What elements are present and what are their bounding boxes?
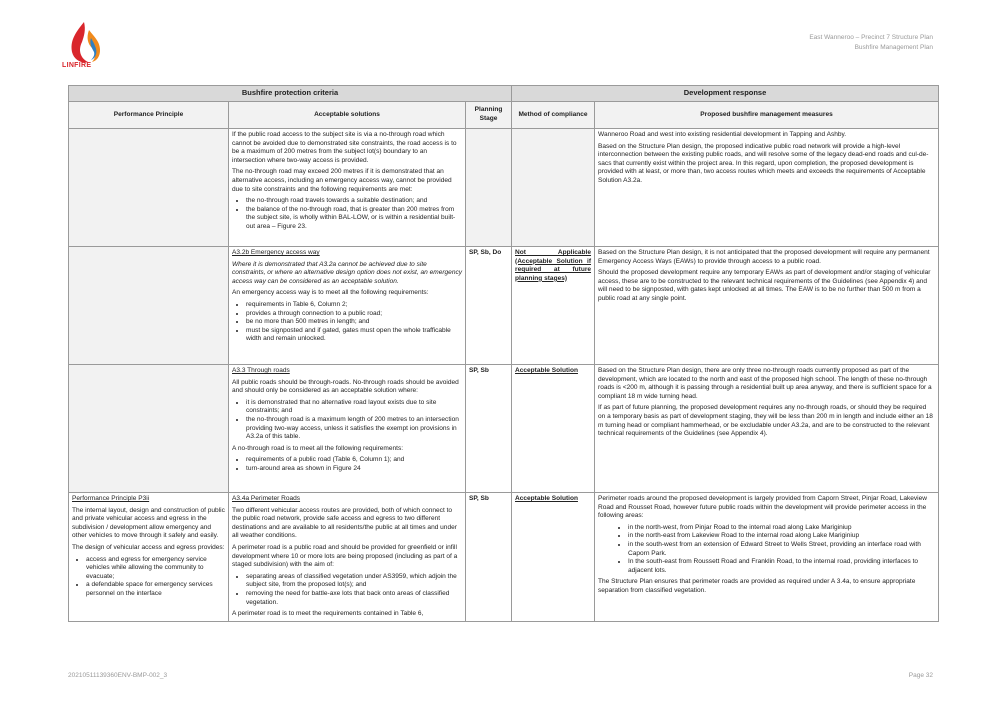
- list-item: • turn-around area as shown in Figure 24: [246, 465, 462, 474]
- paragraph: Perimeter roads around the proposed development is largely provided from Caporn Street, Pinjar Road, Lakeview Road and Rousset Road, however future public roads within the development will provide perimeter access in the following areas:: [598, 495, 927, 520]
- method-cell: Acceptable Solution: [512, 493, 595, 622]
- table-row: [69, 365, 939, 493]
- list-item: • provides a through connection to a public road;: [246, 310, 462, 319]
- paragraph: A perimeter road is a public road and should be provided for greenfield or infill development where 10 or more lots are being proposed (including as part of a staged subdivision) with the aim of:: [232, 543, 458, 569]
- list-item: • must be signposted and if gated, gates must open the whole trafficable width and remain unlocked.: [246, 327, 462, 344]
- solutions-cell: [229, 129, 466, 247]
- principle-cell: [69, 365, 229, 493]
- paragraph: If the public road access to the subject site is via a no-through road which cannot be avoided due to demonstrated site constraints, the road access is to be a maximum of 200 metres from the subject lot(s) boundary to an intersection where two-way access is provided.: [232, 131, 457, 164]
- paragraph: The design of vehicular access and egress provides:: [72, 543, 225, 551]
- solution-title: A3.4a Perimeter Roads: [232, 495, 301, 502]
- measures-cell: [595, 365, 939, 493]
- list-item: • access and egress for emergency service vehicles while allowing the community to evacuate;: [86, 556, 225, 582]
- method-cell: Not Applicable (Acceptable Solution if required at future planning stages): [512, 247, 595, 365]
- col-header-principle: Performance Principle: [69, 102, 229, 129]
- paragraph: The internal layout, design and construction of public and private vehicular access and egress in the subdivision / development allow emergency and other vehicles to move through it safely and easily.: [72, 506, 225, 540]
- bullet-list: [232, 573, 462, 607]
- col-header-solutions: Acceptable solutions: [229, 102, 466, 129]
- list-item: • it is demonstrated that no alternative road layout exists due to site constraints; and: [246, 399, 462, 416]
- bullet-list: [72, 556, 225, 599]
- principle-cell: [69, 493, 229, 622]
- list-item: • be no more than 500 metres in length; and: [246, 318, 462, 327]
- paragraph: A no-through road is to meet all the following requirements:: [232, 444, 404, 452]
- paragraph: The no-through road may exceed 200 metres if it is demonstrated that an alternative access, including an emergency access way, cannot be provided due to site constraints and the following requirements are met:: [232, 168, 452, 193]
- paragraph: If as part of future planning, the proposed development requires any no-through roads, or should they be required on a temporary basis as part of development staging, they will be less than 200 m in length and include either an 18 m turning head or compliant hammerhead, or be excludable under A3.2a, and are to be constructed to the relevant technical requirements of the Guidelines (see Appendix 4).: [598, 404, 933, 438]
- paragraph: A perimeter road is to meet the requirements contained in Table 6,: [232, 610, 424, 618]
- solution-title: A3.2b Emergency access way: [232, 249, 320, 256]
- list-item: • a defendable space for emergency services personnel on the interface: [86, 581, 225, 598]
- table-row: [69, 493, 939, 622]
- solutions-cell: [229, 247, 466, 365]
- list-item: • requirements in Table 6, Column 2;: [246, 301, 462, 310]
- method-cell: [512, 129, 595, 247]
- list-item: • the no-through road travels towards a suitable destination; and: [246, 197, 462, 206]
- paragraph: Two different vehicular access routes are provided, both of which connect to the public road network, provide safe access and egress to two different destinations and are available to all residents/the public at all times and under all weather conditions.: [232, 506, 457, 540]
- stage-cell: SP, Sb: [466, 365, 512, 493]
- stage-cell: SP, Sb: [466, 493, 512, 622]
- col-header-measures: Proposed bushfire management measures: [595, 102, 939, 129]
- solutions-cell: [229, 365, 466, 493]
- list-item: • requirements of a public road (Table 6, Column 1); and: [246, 456, 462, 465]
- group-header-response: Development response: [512, 86, 939, 102]
- paragraph: Wanneroo Road and west into existing residential development in Tapping and Ashby.: [598, 131, 847, 138]
- table-row: [69, 129, 939, 247]
- method-cell: Acceptable Solution: [512, 365, 595, 493]
- document-title: East Wanneroo – Precinct 7 Structure Plan: [809, 34, 933, 41]
- measures-cell: [595, 493, 939, 622]
- list-item: • In the south-east from Roussett Road and Franklin Road, to the internal road, providing interfaces to adjacent lots.: [628, 558, 935, 575]
- list-item: • separating areas of classified vegetation under AS3959, which adjoin the subject site, from the proposed lot(s); and: [246, 573, 462, 590]
- solutions-cell: [229, 493, 466, 622]
- bullet-list: [598, 524, 935, 576]
- group-header-criteria: Bushfire protection criteria: [69, 86, 512, 102]
- principle-title: Performance Principle P3ii: [72, 495, 150, 502]
- principle-cell: [69, 129, 229, 247]
- measures-cell: [595, 129, 939, 247]
- document-header: [809, 33, 933, 53]
- paragraph: Based on the Structure Plan design, it is not anticipated that the proposed development will require any permanent Emergency Access Ways (EAWs) to provide through access to a public road.: [598, 249, 930, 265]
- list-item: • in the north-west, from Pinjar Road to the internal road along Lake Mariginiup: [628, 524, 935, 533]
- paragraph: Should the proposed development require any temporary EAWs as part of development and/or staging of vehicular access, these are to be constructed to the relevant technical requirements of the Guidelines (see Appendix 4) and will need to be signposted, with gates kept unlocked at all times. The EAW is to be no further than 500 m from a public road at any single point.: [598, 269, 931, 302]
- bushfire-criteria-table: [68, 85, 939, 622]
- bullet-list: [232, 197, 462, 231]
- paragraph: Based on the Structure Plan design, there are only three no-through roads currently proposed as part of the development, which are located to the north and east of the proposed high school. The length of these no-through roads is <200 m, although it is passing through a residential built up area anyway, and there is sufficient space for a compliant 18 m wide turning head.: [598, 367, 932, 400]
- list-item: • removing the need for battle-axe lots that back onto areas of classified vegetation.: [246, 590, 462, 607]
- bullet-list: [232, 456, 462, 473]
- brand-name: LINFIRE: [62, 62, 92, 69]
- list-item: • the balance of the no-through road, that is greater than 200 metres from the subject site, is wholly within BAL-LOW, or is within a residential built-out area – Figure 23.: [246, 206, 462, 232]
- list-item: • the no-through road is a maximum length of 200 metres to an intersection providing two-way access, unless it satisfies the exempt ion provisions in A3.2a of this table.: [246, 416, 462, 442]
- paragraph: All public roads should be through-roads. No-through roads should be avoided and should only be considered as an acceptable solution where:: [232, 378, 459, 395]
- bullet-list: [232, 399, 462, 442]
- document-id: 20210511139360ENV-BMP-002_3: [68, 672, 168, 679]
- page-number: Page 32: [908, 672, 933, 679]
- paragraph: The Structure Plan ensures that perimeter roads are provided as required under A 3.4a, to ensure appropriate separation from classified vegetation.: [598, 578, 916, 594]
- list-item: • in the north-east from Lakeview Road to the internal road along Lake Mariginiup: [628, 532, 935, 541]
- paragraph: Based on the Structure Plan design, the proposed indicative public road network will provide a high-level interconnection between the existing public roads, and will resolve some of the legacy dead-end roads and cul-de-sacs that currently exist within the project area. In this regard, upon completion, the proposed development is provided with at least, or more than, two access routes which meets and exceeds the requirements of Acceptable Solution A3.2a.: [598, 142, 929, 184]
- principle-cell: [69, 247, 229, 365]
- paragraph: An emergency access way is to meet all the following requirements:: [232, 289, 429, 297]
- solution-title: A3.3 Through roads: [232, 367, 290, 374]
- measures-cell: [595, 247, 939, 365]
- table-row: [69, 247, 939, 365]
- col-header-stage: Planning Stage: [466, 102, 512, 129]
- stage-cell: SP, Sb, Do: [466, 247, 512, 365]
- col-header-method: Method of compliance: [512, 102, 595, 129]
- stage-cell: [466, 129, 512, 247]
- bullet-list: [232, 301, 462, 344]
- list-item: • in the south-west from an extension of Edward Street to Wells Street, providing an interface road with Caporn Park.: [628, 541, 935, 558]
- paragraph: Where it is demonstrated that A3.2a cannot be achieved due to site constraints, or where an alternative design option does not exist, an emergency access way can be considered as an acceptable solution.: [232, 260, 463, 285]
- document-subtitle: Bushfire Management Plan: [854, 44, 933, 51]
